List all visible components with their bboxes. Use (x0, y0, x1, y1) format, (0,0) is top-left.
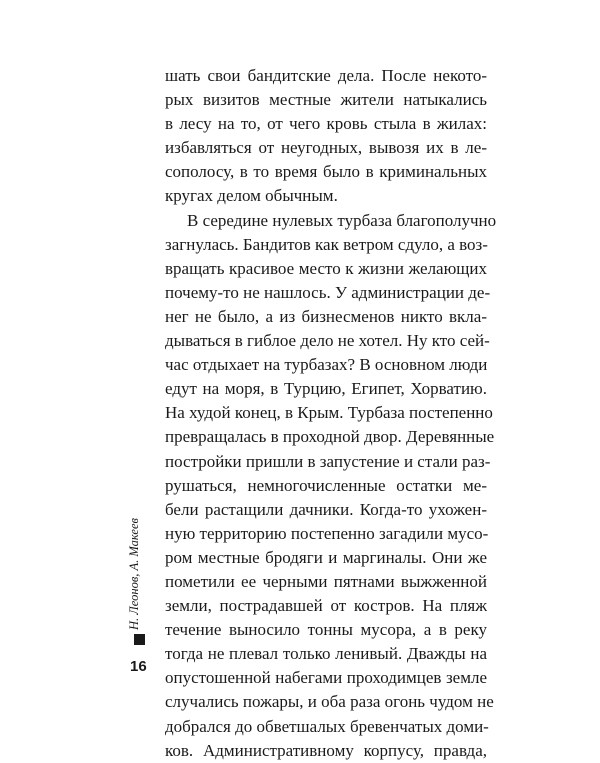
text-line: На худой конец, в Крым. Турбаза постепенно (165, 403, 493, 423)
paragraph-start-line: В середине нулевых турбаза благополучно (187, 210, 497, 230)
text-line: случались пожары, и оба раза огонь чудом не (165, 692, 494, 712)
text-line: земли, пострадавшей от костров. На пляж (165, 596, 487, 616)
text-line: загнулась. Бандитов как ветром сдуло, а воз- (165, 234, 488, 254)
text-line: избавляться от неугодных, вывозя их в ле- (165, 138, 487, 158)
text-line: рушаться, немногочисленные остатки ме- (165, 475, 487, 495)
text-line: вращать красивое место к жизни желающих (165, 258, 487, 278)
text-line: ков. Административному корпусу, правда, (165, 740, 487, 760)
text-line: ную территорию постепенно загадили мусо- (165, 523, 489, 543)
text-line: шать свои бандитские дела. После некото- (165, 66, 487, 85)
text-line: ром местные бродяги и маргиналы. Они же (165, 547, 487, 567)
text-line: опустошенной набегами проходимцев земле (165, 668, 487, 688)
text-line: бели растащили дачники. Когда-то ухожен- (165, 499, 487, 519)
text-line: час отдыхает на турбазах? В основном люди (165, 355, 488, 375)
page-number: 16 (130, 658, 147, 675)
text-line: тогда не плевал только ленивый. Дважды на (165, 644, 487, 664)
text-line: пометили ее черными пятнами выжженной (165, 571, 487, 591)
body-text (165, 64, 497, 763)
text-line: сополосу, в то время было в криминальных (165, 162, 487, 182)
text-line: добрался до обветшалых бревенчатых доми- (165, 716, 489, 736)
running-head-authors: Н. Леонов, А. Макеев (127, 518, 141, 630)
text-line: рых визитов местные жители натыкались (165, 90, 487, 110)
text-line: кругах делом обычным. (165, 186, 338, 206)
text-line: едут на моря, в Турцию, Египет, Хорватию. (165, 379, 487, 399)
square-marker-icon (134, 634, 145, 645)
text-line: превращалась в проходной двор. Деревянные (165, 427, 495, 447)
text-line: течение выносило тонны мусора, а в реку (165, 620, 487, 640)
text-line: постройки пришли в запустение и стали раз- (165, 451, 491, 471)
text-line: дываться в гиблое дело не хотел. Ну кто сей- (165, 331, 490, 351)
text-line: в лесу на то, от чего кровь стыла в жилах: (165, 114, 487, 134)
text-line: почему-то не нашлось. У администрации де- (165, 282, 491, 302)
text-line: нег не было, а из бизнесменов никто вкла- (165, 306, 487, 326)
